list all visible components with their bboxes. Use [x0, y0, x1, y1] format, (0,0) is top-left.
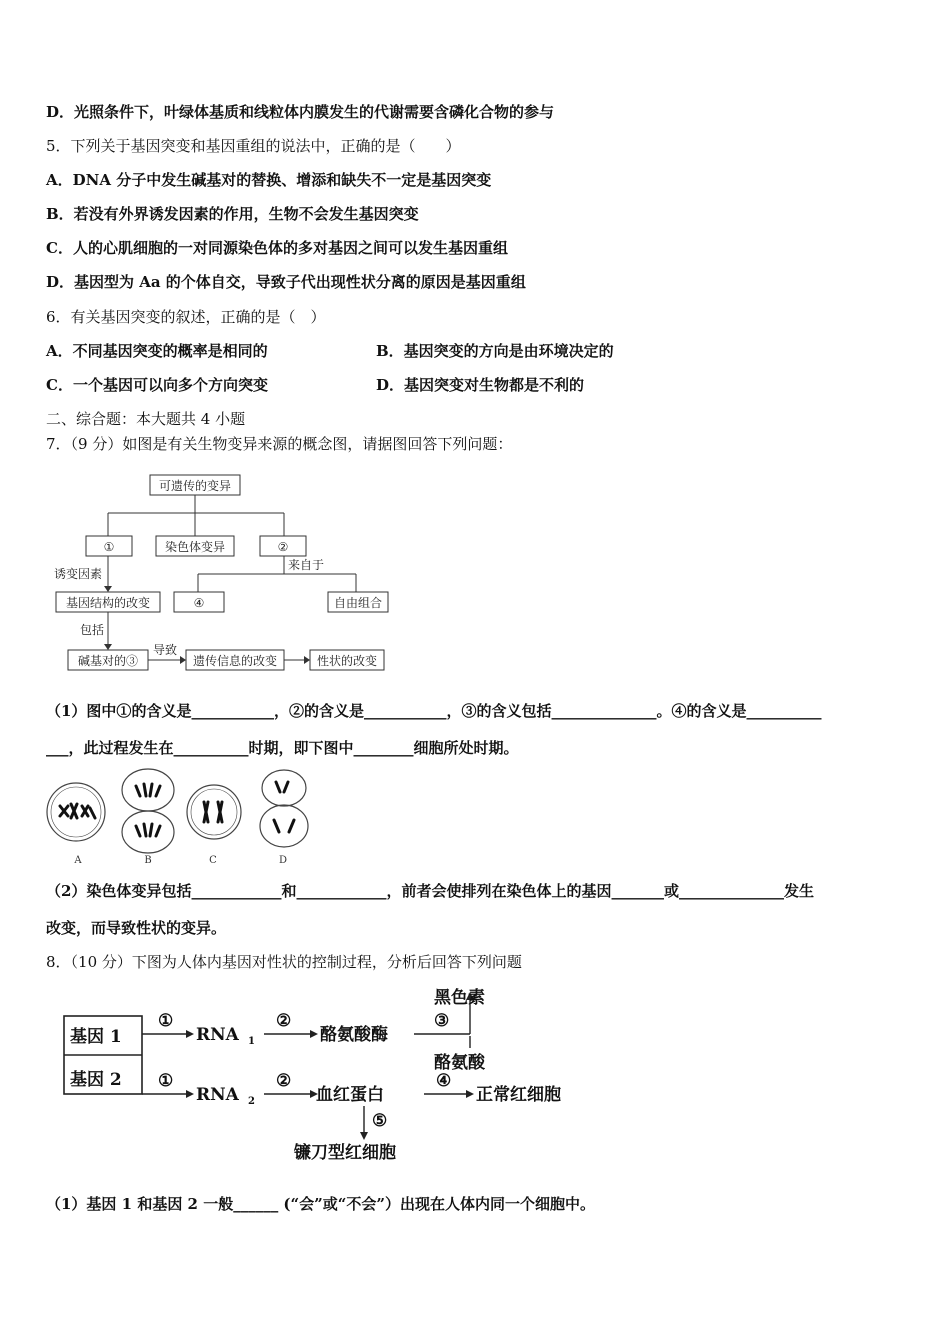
- q7-sub1-line2: ___，此过程发生在__________时期，即下图中________细胞所处时期。: [46, 739, 519, 757]
- pw-rna2-sub: 2: [248, 1096, 255, 1107]
- variation-concept-map: [48, 468, 398, 678]
- pw-c1-top: ①: [158, 1011, 174, 1031]
- q8-sub1: （1）基因 1 和基因 2 一般______ (“会”或“不会”）出现在人体内同一个细胞中。: [46, 1195, 596, 1213]
- cm-chrom: 染色体变异: [164, 540, 226, 554]
- pw-rna2: RNA: [196, 1085, 239, 1105]
- cm-mutagen: 诱变因素: [53, 567, 103, 581]
- q6-option-b: B．基因突变的方向是由环境决定的: [376, 342, 614, 360]
- q5-option-b: B．若没有外界诱发因素的作用，生物不会发生基因突变: [46, 205, 419, 223]
- q7-stem: 7．（9 分）如图是有关生物变异来源的概念图，请据图回答下列问题：: [46, 435, 513, 453]
- cm-lead: 导致: [152, 643, 178, 657]
- q5-option-a: A．DNA 分子中发生碱基对的替换、增添和缺失不一定是基因突变: [46, 171, 492, 189]
- q7-sub2-line2: 改变，而导致性状的变异。: [46, 919, 227, 937]
- pw-sickle: 镰刀型红细胞: [294, 1143, 396, 1163]
- q6-stem: 6．有关基因突变的叙述，正确的是（ ）: [46, 308, 326, 326]
- pw-c4: ④: [436, 1071, 452, 1091]
- pw-normal-rbc: 正常红细胞: [476, 1085, 561, 1105]
- pw-tyrosine: 酪氨酸: [434, 1053, 485, 1073]
- q5-option-d: D．基因型为 Aa 的个体自交，导致子代出现性状分离的原因是基因重组: [46, 273, 526, 291]
- cm-top: 可遗传的变异: [158, 479, 232, 493]
- q7-sub1-line1: （1）图中①的含义是___________，②的含义是___________，③的含义包括______________。④的含义是__________: [46, 702, 822, 720]
- q8-stem: 8．（10 分）下图为人体内基因对性状的控制过程，分析后回答下列问题: [46, 953, 522, 971]
- pw-rna1-sub: 1: [248, 1036, 255, 1047]
- pw-c1-bottom: ①: [158, 1071, 174, 1091]
- cm-from: 来自于: [287, 558, 325, 572]
- cm-n1: ①: [103, 540, 115, 554]
- cm-base: 碱基对的③: [77, 654, 139, 668]
- q5-option-c: C．人的心肌细胞的一对同源染色体的多对基因之间可以发生基因重组: [46, 239, 508, 257]
- cell-division-figures: [40, 768, 320, 870]
- q6-option-c: C．一个基因可以向多个方向突变: [46, 376, 268, 394]
- cell-label-a: A: [74, 855, 82, 866]
- pw-c3: ③: [434, 1011, 450, 1031]
- pw-rna1: RNA: [196, 1025, 239, 1045]
- q5-stem: 5．下列关于基因突变和基因重组的说法中，正确的是（ ）: [46, 137, 461, 155]
- pw-c2-bottom: ②: [276, 1071, 292, 1091]
- pw-hemoglobin: 血红蛋白: [316, 1085, 384, 1105]
- pw-enzyme: 酪氨酸酶: [320, 1025, 388, 1045]
- cm-n2: ②: [277, 540, 289, 554]
- section-2-title: 二、综合题：本大题共 4 小题: [46, 410, 246, 428]
- pw-c2-top: ②: [276, 1011, 292, 1031]
- gene-pathway-diagram: [58, 982, 618, 1164]
- cell-label-d: D: [278, 855, 288, 866]
- q6-option-d: D．基因突变对生物都是不利的: [376, 376, 585, 394]
- q7-sub2-line1: （2）染色体变异包括____________和____________，前者会使排列在染色体上的基因_______或______________发生: [46, 882, 814, 900]
- cm-n4: ④: [193, 596, 205, 610]
- pw-c5: ⑤: [372, 1111, 388, 1131]
- cm-include: 包括: [79, 623, 105, 637]
- q6-option-a: A．不同基因突变的概率是相同的: [46, 342, 268, 360]
- cm-gene-struct: 基因结构的改变: [65, 596, 151, 610]
- cm-info: 遗传信息的改变: [192, 654, 278, 668]
- pw-melanin: 黑色素: [434, 988, 485, 1008]
- q4-option-d: D．光照条件下，叶绿体基质和线粒体内膜发生的代谢需要含磷化合物的参与: [46, 103, 555, 121]
- cell-label-b: B: [144, 855, 152, 866]
- pw-gene1: 基因 1: [70, 1027, 122, 1047]
- cm-trait: 性状的改变: [316, 654, 378, 668]
- cm-free: 自由组合: [333, 596, 383, 610]
- cell-label-c: C: [209, 855, 217, 866]
- pw-gene2: 基因 2: [70, 1070, 122, 1090]
